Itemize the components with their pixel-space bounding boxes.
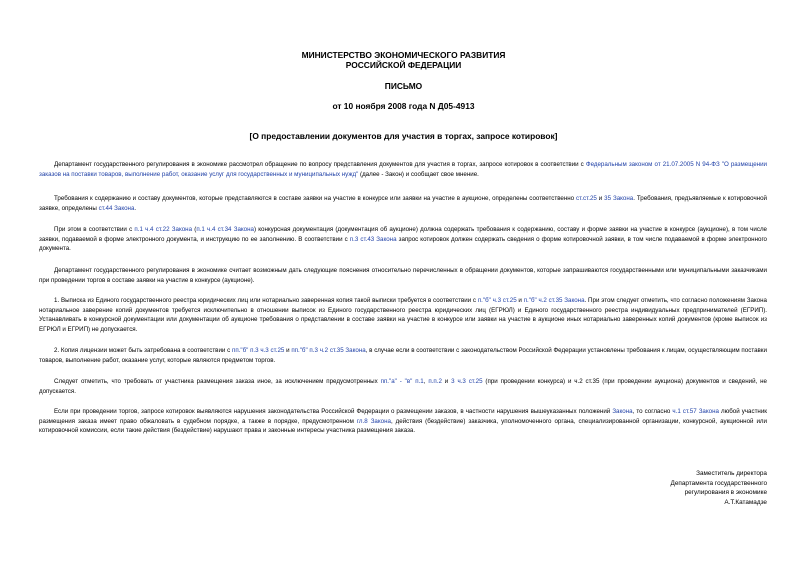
signature-title-3: регулирования в экономике [684,489,767,497]
law-link[interactable]: 35 Закона [604,195,634,202]
paragraph-5: 1. Выписка из Единого государственного реестра юридических лиц или нотариально заверенная копия такой выписки требуется в соответствии с п."б" ч.3 ст.25 и п."б" ч.2 ст.35 Закона. При этом следует отметить, что согласно положениям Закона нотариальное заверение копий документов требуется исключительно в отношении выписок из Единого государственного реестра юридических лиц (ЕГРЮЛ) и Единого государственного реестра индивидуальных предпринимателей (ЕГРИП). Устанавливать в конкурсной документации или документации об аукционе требования о представлении в составе заявки на участие в конкурсе или заявки на участие в аукционе иных нотариально заверенных копий документов (кроме выписок из ЕГРЮЛ и ЕГРИП) не допускается. [39,297,767,334]
document-date-number: от 10 ноября 2008 года N Д05-4913 [332,101,475,111]
law-link[interactable]: п.п.2 [428,378,442,385]
ministry-line-2: РОССИЙСКОЙ ФЕДЕРАЦИИ [345,60,462,70]
law-link[interactable]: Закона [612,408,633,415]
law-link[interactable]: п."б" ч.2 ст.35 Закона [523,297,585,304]
paragraph-4: Департамент государственного регулирования в экономике считает возможным дать следующие пояснения относительно перечисленных в обращении документов, которые запрашиваются государственными или муниципальными заказчиками при проведении торгов в составе заявки на участие в конкурсе (аукционе). [39,267,767,284]
law-link[interactable]: гл.8 Закона [356,417,391,425]
law-link[interactable]: пп."а" - "в" п.1 [380,378,424,385]
document-subject: [О предоставлении документов для участия в торгах, запросе котировок] [249,131,558,141]
signature-title-1: Заместитель директора [696,470,767,477]
ministry-line-1: МИНИСТЕРСТВО ЭКОНОМИЧЕСКОГО РАЗВИТИЯ [301,50,506,60]
law-link[interactable]: ст.44 Закона [98,204,135,212]
law-link[interactable]: 3 ч.3 ст.25 [451,378,483,385]
paragraph-1: Департамент государственного регулирования в экономике рассмотрел обращение по вопросу представления документов для участия в торгах, запросе котировок в соответствии с Федеральным законом от 21.07.2005 N 94-ФЗ "О размещении заказов на поставки товаров, выполнение работ, оказание услуг для государственных и муниципальных нужд" (далее - Закон) и сообщает свое мнение. [39,161,767,178]
document-type: ПИСЬМО [384,81,423,91]
paragraph-7: Следует отметить, что требовать от участника размещения заказа иное, за исключением предусмотренных пп."а" - "в" п.1, п.п.2 и 3 ч.3 ст.25 (при проведении конкурса) и ч.2 ст.35 (при проведении аукциона) документов и сведений, не допускается. [39,378,767,395]
law-link[interactable]: пп."б" п.3 ч.3 ст.25 [231,347,285,354]
law-link[interactable]: п.3 ст.43 Закона [349,235,397,243]
signature-title-2: Департамента государственного [670,479,767,487]
law-link[interactable]: п."б" ч.3 ст.25 [477,297,517,304]
law-link[interactable]: п.1 ч.4 ст.22 Закона [134,226,193,233]
law-link[interactable]: пп."б" п.3 ч.2 ст.35 Закона [291,347,366,354]
law-link[interactable]: п.1 ч.4 ст.34 Закона [196,226,254,233]
paragraph-8: Если при проведении торгов, запросе котировок выявляются нарушения законодательства Российской Федерации о размещении заказов, в частности нарушения вышеуказанных положений Закона, то согласно ч.1 ст.57 Закона любой участник размещения заказа имеет право обжаловать в судебном порядке, а также в порядке, предусмотренном гл.8 Закона, действия (бездействие) заказчика, уполномоченного органа, специализированной организации, конкурсной, аукционной или котировочной комиссии, если такие действия (бездействие) нарушают права и законные интересы участника размещения заказа. [39,408,768,435]
law-link[interactable]: ч.1 ст.57 Закона [672,408,719,415]
law-link[interactable]: ст.ст.25 [576,195,597,202]
paragraph-2: Требования к содержанию и составу документов, которые представляются в составе заявки на участие в конкурсе или заявки на участие в аукционе, определены соответственно ст.ст.25 и 35 Закона. Требования, предъявляемые к котировочной заявке, определены ст.44 Закона. [39,195,767,212]
signature-block [671,469,768,507]
paragraph-3: При этом в соответствии с п.1 ч.4 ст.22 Закона (п.1 ч.4 ст.34 Закона) конкурсная документация (документация об аукционе) должна содержать требования к содержанию, составу и форме заявки на участие в конкурсе (аукционе), в том числе заявки, подаваемой в форме электронного документа, и инструкцию по ее заполнению. В соответствии с п.3 ст.43 Закона запрос котировок должен содержать сведения о форме котировочной заявки, в том числе подаваемой в форме электронного документа. [39,226,768,253]
paragraph-6: 2. Копия лицензии может быть затребована в соответствии с пп."б" п.3 ч.3 ст.25 и пп."б" п.3 ч.2 ст.35 Закона, в случае если в соответствии с законодательством Российской Федерации установлены требования к лицам, осуществляющим поставки товаров, выполнение работ, оказание услуг, которые являются предметом торгов. [39,347,767,364]
signature-name: А.Т.Катамадзе [724,498,767,506]
law-link[interactable]: Федеральным законом от 21.07.2005 N 94-ФЗ "О размещении заказов на поставки товаров, выполнение работ, оказание услуг для государственных и муниципальных нужд" [39,161,767,178]
